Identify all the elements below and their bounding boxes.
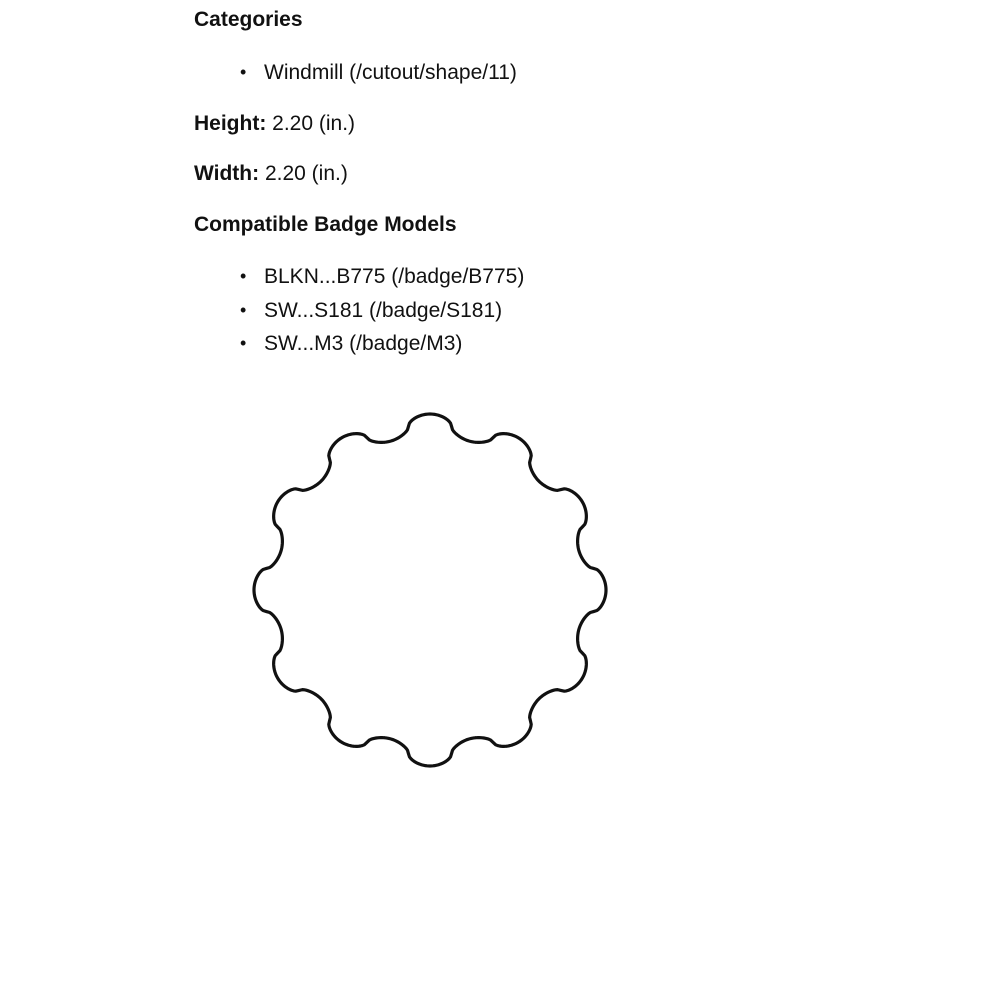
width-value: 2.20 (in.) — [264, 162, 348, 185]
bullet-icon: • — [240, 266, 247, 286]
bullet-icon: • — [240, 333, 247, 353]
list-item[interactable] — [240, 56, 517, 90]
categories-heading: Categories — [194, 8, 303, 31]
windmill-shape-icon — [230, 392, 630, 792]
cutout-shape-image — [230, 392, 630, 792]
category-link[interactable]: Windmill (/cutout/shape/11) — [264, 61, 517, 84]
badge-model-link[interactable]: BLKN...B775 (/badge/B775) — [264, 265, 525, 288]
height-label: Height: — [194, 112, 267, 135]
bullet-icon: • — [240, 299, 247, 320]
compatible-models-heading: Compatible Badge Models — [194, 213, 457, 236]
categories-list — [240, 56, 517, 90]
height-value: 2.20 (in.) — [272, 112, 356, 135]
list-item[interactable] — [240, 327, 524, 361]
width-field — [194, 162, 348, 186]
list-item[interactable] — [240, 294, 524, 328]
height-field — [194, 112, 355, 136]
width-label: Width: — [194, 162, 260, 185]
list-item[interactable] — [240, 260, 524, 294]
compatible-models-list — [240, 260, 524, 361]
bullet-icon: • — [240, 62, 247, 82]
badge-model-link[interactable]: SW...M3 (/badge/M3) — [264, 332, 463, 355]
badge-model-link[interactable]: SW...S181 (/badge/S181) — [264, 298, 503, 322]
